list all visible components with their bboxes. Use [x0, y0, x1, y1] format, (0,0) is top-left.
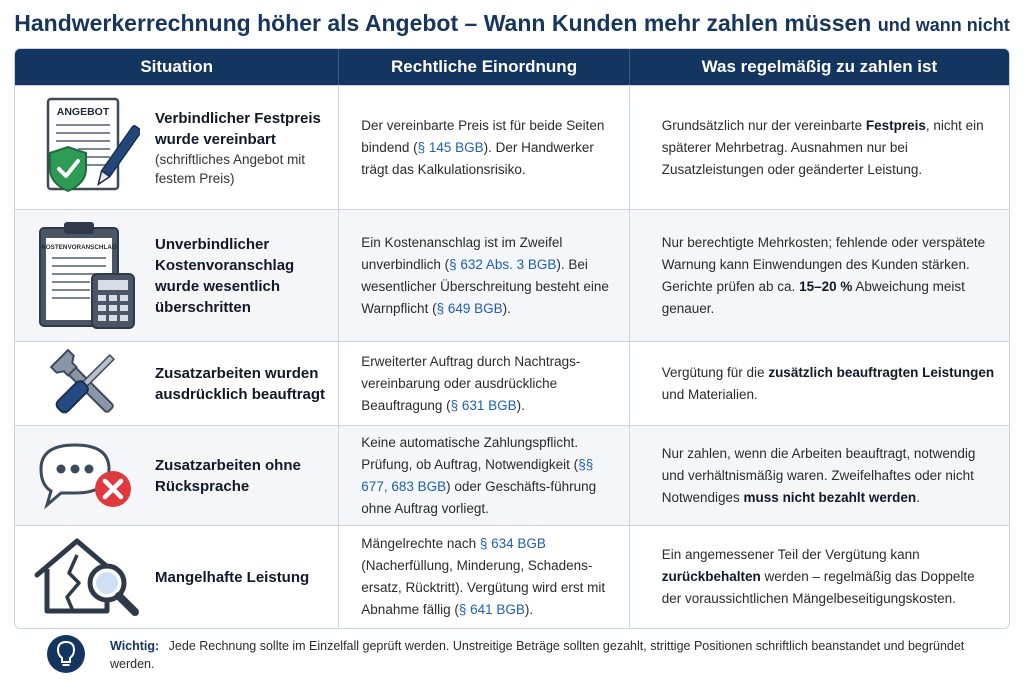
table-row: [15, 425, 1009, 525]
cost-estimate-clipboard-icon: [15, 220, 155, 332]
cell-text: [662, 115, 997, 181]
text-segment: Keine automatische Zahlungspflicht. Prüfung, ob Auftrag, Notwendigkeit (: [361, 434, 579, 472]
cell-text: [662, 362, 997, 406]
footer-body: Jede Rechnung sollte im Einzelfall geprüft werden. Unstreitige Beträge sollten gezahlt, strittige Positionen schriftlich beanstandet und begründet werden.: [110, 639, 965, 671]
situation-cell: [15, 426, 339, 525]
header-payment: Was regelmäßig zu zahlen ist: [701, 57, 938, 76]
text-segment: ). Der Handwerker trägt das Kalkulationsrisiko.: [361, 139, 594, 177]
table-row: [15, 209, 1009, 341]
footer-note: [46, 634, 1006, 676]
situation-cell: [15, 526, 339, 628]
payment-cell: [630, 210, 1009, 341]
emphasis-text: zurückbehalten: [661, 569, 761, 584]
legal-cell: [339, 526, 629, 628]
text-segment: Mängelrechte nach: [361, 536, 480, 551]
situation-heading: Mangelhafte Leistung: [155, 568, 310, 586]
text-segment: (Nacherfüllung, Minderung, Schadens-ersatz, Rücktritt). Vergütung wird erst mit Abnahme fällig (: [361, 558, 606, 617]
payment-cell: [630, 86, 1009, 209]
header-legal: Rechtliche Einordnung: [339, 49, 629, 85]
cell-text: [361, 232, 616, 320]
situation-heading: Zusatzarbeiten wurden ausdrücklich beauftragt: [155, 364, 326, 403]
text-segment: ). Bei wesentlicher Überschreitung besteht eine Warnpflicht (: [361, 256, 609, 316]
page-title: [0, 10, 1024, 37]
situation-heading: Zusatzarbeiten ohne Rücksprache: [155, 456, 301, 495]
situation-cell: [15, 86, 339, 209]
legal-cell: [339, 210, 629, 341]
text-segment: Abweichung meist genauer.: [661, 278, 965, 316]
lightbulb-icon: [46, 634, 86, 674]
text-segment: , nicht ein späterer Mehrbetrag. Ausnahmen nur bei Zusatzleistungen oder geänderter Leistung.: [661, 117, 984, 177]
icon-label-text: KOSTENVORANSCHLAG: [41, 243, 117, 251]
law-reference: §§ 677, 683 BGB: [361, 456, 594, 494]
tools-icon: [15, 346, 155, 422]
text-segment: Nur zahlen, wenn die Arbeiten beauftragt, notwendig und verhältnismäßig waren. Zweifelhaftes oder nicht Notwendiges: [661, 445, 976, 505]
cell-text: [662, 544, 997, 610]
law-reference: § 145 BGB: [417, 139, 484, 155]
table-row: [15, 85, 1009, 209]
emphasis-text: 15–20 %: [799, 278, 853, 294]
situation-text: [155, 455, 338, 497]
damaged-house-inspection-icon: [15, 535, 155, 619]
table-header: [15, 49, 1009, 85]
situation-text: [155, 567, 319, 588]
table-row: [15, 525, 1009, 628]
situation-text: [155, 363, 338, 405]
situation-heading: Verbindlicher Festpreis wurde vereinbart: [155, 109, 321, 148]
situation-cell: [15, 342, 339, 425]
header-situation: Situation: [15, 49, 339, 85]
emphasis-text: zusätzlich beauftragten Leistungen: [768, 364, 995, 380]
emphasis-text: Festpreis: [865, 117, 926, 133]
text-segment: und Materialien.: [661, 386, 758, 402]
text-segment: Grundsätzlich nur der vereinbarte: [661, 117, 866, 133]
text-segment: ) oder Geschäfts-führung ohne Auftrag vorliegt.: [361, 478, 597, 516]
text-segment: Vergütung für die: [661, 364, 769, 380]
law-reference: § 649 BGB: [436, 300, 503, 316]
law-reference: § 631 BGB: [450, 397, 517, 413]
title-main: Handwerkerrechnung höher als Angebot – Wann Kunden mehr zahlen müssen: [14, 10, 872, 36]
text-segment: ).: [516, 397, 525, 413]
cell-text: [662, 443, 997, 509]
footer-label: Wichtig:: [110, 639, 160, 653]
footer-text: [110, 634, 1006, 673]
cell-text: [361, 432, 616, 520]
text-segment: Erweiterter Auftrag durch Nachtrags-vereinbarung oder ausdrückliche Beauftragung (: [361, 353, 581, 413]
payment-cell: [630, 426, 1009, 525]
situation-cell: [15, 210, 339, 341]
situation-heading: Unverbindlicher Kostenvoranschlag wurde wesentlich überschritten: [155, 235, 295, 316]
text-segment: ).: [524, 602, 534, 617]
payment-cell: [630, 342, 1009, 425]
situation-text: [155, 108, 338, 188]
table-row: [15, 341, 1009, 425]
legal-cell: [339, 426, 629, 525]
situation-text: [155, 234, 338, 318]
text-segment: ).: [502, 300, 511, 316]
cell-text: [361, 351, 616, 417]
law-reference: § 632 Abs. 3 BGB: [449, 256, 557, 272]
text-segment: .: [916, 489, 920, 505]
comparison-table: [14, 48, 1010, 629]
no-consultation-chat-icon: [15, 439, 155, 513]
cell-text: [662, 232, 997, 320]
text-segment: Ein angemessener Teil der Vergütung kann: [661, 547, 920, 562]
text-segment: Der vereinbarte Preis ist für beide Seiten bindend (: [361, 117, 605, 155]
text-segment: Ein Kostenanschlag ist im Zweifel unverbindlich (: [361, 234, 563, 272]
cell-text: [361, 115, 616, 181]
law-reference: § 634 BGB: [479, 536, 546, 551]
emphasis-text: muss nicht bezahlt werden: [743, 489, 917, 505]
legal-cell: [339, 86, 629, 209]
legal-cell: [339, 342, 629, 425]
text-segment: werden – regelmäßig das Doppelte der voraussichtlichen Mängelbeseitigungskosten.: [661, 569, 975, 606]
payment-cell: [630, 526, 1009, 628]
text-segment: Nur berechtigte Mehrkosten; fehlende oder verspätete Warnung kann Einwendungen des Kunden stärken. Gerichte prüfen ab ca.: [661, 234, 986, 294]
cell-text: [361, 533, 616, 621]
quote-document-icon: [15, 93, 155, 203]
title-tail: und wann nicht: [877, 15, 1010, 35]
law-reference: § 641 BGB: [458, 602, 525, 617]
icon-label-text: ANGEBOT: [56, 105, 110, 118]
situation-subtext: (schriftliches Angebot mit festem Preis): [155, 151, 306, 186]
